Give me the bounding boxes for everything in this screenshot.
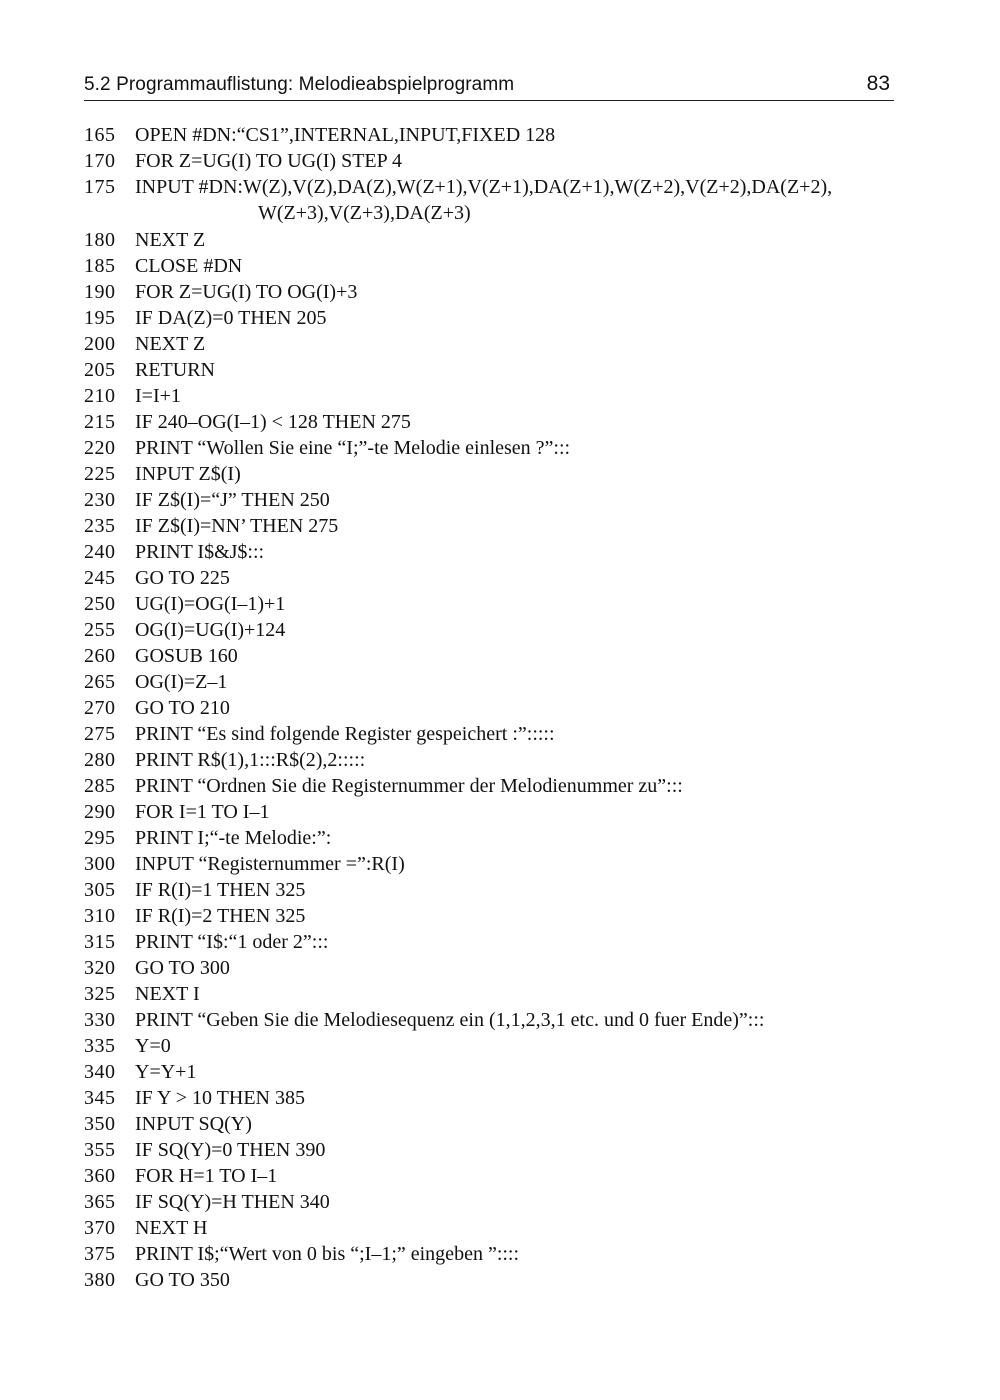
code-statement: FOR I=1 TO I–1 xyxy=(135,801,270,823)
code-line xyxy=(84,617,904,643)
code-line xyxy=(84,1137,904,1163)
code-statement: PRINT “Wollen Sie eine “I;”-te Melodie einlesen ?”::: xyxy=(135,437,571,459)
code-line xyxy=(84,1033,904,1059)
code-line xyxy=(84,1007,904,1033)
code-statement: IF 240–OG(I–1) < 128 THEN 275 xyxy=(135,411,411,433)
line-number: 290 xyxy=(84,801,116,823)
code-statement: IF SQ(Y)=0 THEN 390 xyxy=(135,1139,326,1161)
code-statement: NEXT Z xyxy=(135,229,206,251)
line-number: 320 xyxy=(84,957,116,979)
line-number: 165 xyxy=(84,124,116,146)
line-number: 365 xyxy=(84,1191,116,1213)
code-line xyxy=(84,122,904,148)
code-statement: PRINT I;“-te Melodie:”: xyxy=(135,827,332,849)
code-line xyxy=(84,825,904,851)
code-line xyxy=(84,1189,904,1215)
line-number: 380 xyxy=(84,1269,116,1291)
code-statement: OPEN #DN:“CS1”,INTERNAL,INPUT,FIXED 128 xyxy=(135,124,556,146)
code-statement: GO TO 225 xyxy=(135,567,230,589)
code-line xyxy=(84,513,904,539)
code-line xyxy=(84,435,904,461)
code-statement: INPUT Z$(I) xyxy=(135,463,241,485)
code-statement: CLOSE #DN xyxy=(135,255,243,277)
code-line xyxy=(84,773,904,799)
code-statement: IF Y > 10 THEN 385 xyxy=(135,1087,305,1109)
code-statement: GO TO 210 xyxy=(135,697,230,719)
code-line xyxy=(84,357,904,383)
line-number: 180 xyxy=(84,229,116,251)
code-line xyxy=(84,877,904,903)
code-statement: PRINT R$(1),1:::R$(2),2::::: xyxy=(135,749,366,771)
line-number: 225 xyxy=(84,463,116,485)
code-line xyxy=(84,461,904,487)
code-statement: W(Z+3),V(Z+3),DA(Z+3) xyxy=(258,202,471,224)
line-number: 275 xyxy=(84,723,116,745)
code-statement: FOR H=1 TO I–1 xyxy=(135,1165,278,1187)
code-line xyxy=(84,1111,904,1137)
code-statement: PRINT “Ordnen Sie die Registernummer der Melodienummer zu”::: xyxy=(135,775,683,797)
code-line xyxy=(84,565,904,591)
code-statement: GOSUB 160 xyxy=(135,645,238,667)
code-line xyxy=(84,174,904,200)
line-number: 325 xyxy=(84,983,116,1005)
code-statement: FOR Z=UG(I) TO OG(I)+3 xyxy=(135,281,358,303)
code-statement: NEXT I xyxy=(135,983,200,1005)
line-number: 190 xyxy=(84,281,116,303)
line-number: 220 xyxy=(84,437,116,459)
code-statement: NEXT Z xyxy=(135,333,206,355)
code-statement: FOR Z=UG(I) TO UG(I) STEP 4 xyxy=(135,150,403,172)
code-statement: OG(I)=UG(I)+124 xyxy=(135,619,286,641)
code-statement: UG(I)=OG(I–1)+1 xyxy=(135,593,286,615)
code-statement: PRINT I$&J$::: xyxy=(135,541,265,563)
line-number: 235 xyxy=(84,515,116,537)
line-number: 370 xyxy=(84,1217,116,1239)
line-number: 205 xyxy=(84,359,116,381)
code-line xyxy=(84,305,904,331)
code-line xyxy=(84,799,904,825)
line-number: 170 xyxy=(84,150,116,172)
line-number: 305 xyxy=(84,879,116,901)
code-line xyxy=(84,929,904,955)
section-title: 5.2 Programmauflistung: Melodieabspielprogramm xyxy=(84,74,515,95)
code-statement: INPUT SQ(Y) xyxy=(135,1113,252,1135)
code-statement: GO TO 350 xyxy=(135,1269,230,1291)
line-number: 340 xyxy=(84,1061,116,1083)
code-line xyxy=(84,669,904,695)
code-line xyxy=(84,148,904,174)
code-line xyxy=(84,487,904,513)
code-statement: INPUT “Registernummer =”:R(I) xyxy=(135,853,405,875)
line-number: 345 xyxy=(84,1087,116,1109)
code-line xyxy=(84,695,904,721)
line-number: 265 xyxy=(84,671,116,693)
code-line xyxy=(84,903,904,929)
code-line xyxy=(84,1085,904,1111)
code-statement: INPUT #DN:W(Z),V(Z),DA(Z),W(Z+1),V(Z+1),DA(Z+1),W(Z+2),V(Z+2),DA(Z+2), xyxy=(135,176,833,198)
header-divider xyxy=(84,100,894,101)
code-line xyxy=(84,409,904,435)
line-number: 250 xyxy=(84,593,116,615)
line-number: 175 xyxy=(84,176,116,198)
line-number: 330 xyxy=(84,1009,116,1031)
code-line xyxy=(84,591,904,617)
line-number: 185 xyxy=(84,255,116,277)
code-line xyxy=(84,747,904,773)
code-line xyxy=(84,227,904,253)
line-number: 335 xyxy=(84,1035,116,1057)
code-line xyxy=(84,1059,904,1085)
line-number: 350 xyxy=(84,1113,116,1135)
code-line xyxy=(84,279,904,305)
line-number: 375 xyxy=(84,1243,116,1265)
line-number: 195 xyxy=(84,307,116,329)
line-number: 300 xyxy=(84,853,116,875)
line-number: 240 xyxy=(84,541,116,563)
code-line xyxy=(84,721,904,747)
line-number: 360 xyxy=(84,1165,116,1187)
line-number: 285 xyxy=(84,775,116,797)
code-line xyxy=(84,643,904,669)
code-statement: PRINT I$;“Wert von 0 bis “;I–1;” eingeben ”:::: xyxy=(135,1243,520,1265)
line-number: 260 xyxy=(84,645,116,667)
line-number: 245 xyxy=(84,567,116,589)
code-statement: IF Z$(I)=NN’ THEN 275 xyxy=(135,515,339,537)
code-statement: Y=Y+1 xyxy=(135,1061,197,1083)
code-statement: RETURN xyxy=(135,359,215,381)
code-statement: I=I+1 xyxy=(135,385,181,407)
line-number: 315 xyxy=(84,931,116,953)
code-statement: IF DA(Z)=0 THEN 205 xyxy=(135,307,327,329)
line-number: 310 xyxy=(84,905,116,927)
code-line xyxy=(84,1215,904,1241)
line-number: 355 xyxy=(84,1139,116,1161)
code-statement: OG(I)=Z–1 xyxy=(135,671,228,693)
line-number: 280 xyxy=(84,749,116,771)
code-statement: PRINT “I$:“1 oder 2”::: xyxy=(135,931,329,953)
code-statement: PRINT “Geben Sie die Melodiesequenz ein (1,1,2,3,1 etc. und 0 fuer Ende)”::: xyxy=(135,1009,765,1031)
code-line xyxy=(84,539,904,565)
code-line xyxy=(84,955,904,981)
code-statement: PRINT “Es sind folgende Register gespeichert :”::::: xyxy=(135,723,555,745)
line-number: 270 xyxy=(84,697,116,719)
code-line xyxy=(84,851,904,877)
code-line xyxy=(84,383,904,409)
line-number: 200 xyxy=(84,333,116,355)
code-statement: Y=0 xyxy=(135,1035,171,1057)
running-header xyxy=(84,72,894,104)
line-number: 230 xyxy=(84,489,116,511)
line-number: 255 xyxy=(84,619,116,641)
code-line xyxy=(84,981,904,1007)
code-line-continuation xyxy=(84,200,904,227)
line-number: 295 xyxy=(84,827,116,849)
code-line xyxy=(84,1241,904,1267)
code-line xyxy=(84,253,904,279)
page-number: 83 xyxy=(866,72,890,95)
code-statement: IF R(I)=1 THEN 325 xyxy=(135,879,306,901)
code-line xyxy=(84,1267,904,1293)
code-statement: IF SQ(Y)=H THEN 340 xyxy=(135,1191,330,1213)
code-line xyxy=(84,331,904,357)
code-line xyxy=(84,1163,904,1189)
code-statement: IF Z$(I)=“J” THEN 250 xyxy=(135,489,330,511)
code-statement: IF R(I)=2 THEN 325 xyxy=(135,905,306,927)
code-statement: GO TO 300 xyxy=(135,957,230,979)
code-statement: NEXT H xyxy=(135,1217,208,1239)
program-listing xyxy=(84,122,904,1293)
line-number: 215 xyxy=(84,411,116,433)
line-number: 210 xyxy=(84,385,116,407)
